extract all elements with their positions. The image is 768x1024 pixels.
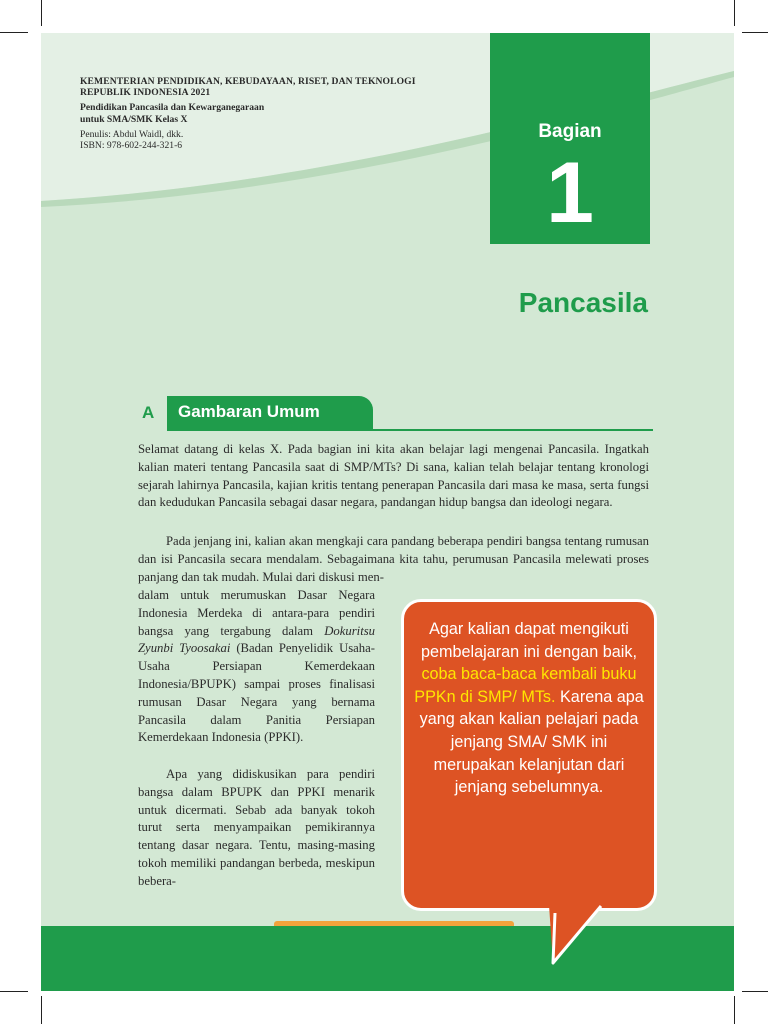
book-title xyxy=(80,102,460,124)
ministry-line-2: REPUBLIK INDONESIA 2021 xyxy=(80,87,211,99)
publisher-header xyxy=(80,76,460,151)
paragraph-3 xyxy=(138,587,375,747)
crop-mark xyxy=(41,996,42,1024)
chapter-number-box xyxy=(490,33,650,244)
callout-tail xyxy=(547,905,603,967)
crop-mark xyxy=(734,0,735,26)
section-rule xyxy=(167,429,653,431)
chapter-number: 1 xyxy=(546,145,594,241)
ministry-line-1: KEMENTERIAN PENDIDIKAN, KEBUDAYAAN, RISET, DAN TEKNOLOGI xyxy=(80,76,416,87)
book-page xyxy=(41,33,734,991)
paragraph-3-text-a: dalam untuk merumuskan Dasar Negara Indonesia Merdeka di antara-para pendiri bangsa yang tergabung dalam xyxy=(138,588,375,638)
callout-text-b: Karena apa yang akan kalian pelajari pada jenjang SMA/ SMK ini merupakan kelanjutan dari jenjang sebelumnya. xyxy=(419,687,644,797)
book-title-line-2: untuk SMA/SMK Kelas X xyxy=(80,113,188,125)
paragraph-1: Selamat datang di kelas X. Pada bagian ini kita akan belajar lagi mengenai Pancasila. Ingatkah kalian materi tentang Pancasila saat di SMP/MTs? Di sana, kalian telah belajar tentang kronologi sejarah lahirnya Pancasila, kajian kritis tentang penerapan Pancasila dari masa ke masa, serta fungsi dan kedudukan Pancasila sebagai dasar negara, pandangan hidup bangsa dan ideologi negara. xyxy=(138,442,649,510)
section-title: Gambaran Umum xyxy=(178,402,320,421)
callout-text-a: Agar kalian dapat mengikuti pembelajaran ini dengan baik, xyxy=(421,620,637,661)
crop-mark xyxy=(0,32,28,33)
book-meta xyxy=(80,129,460,151)
isbn-line: ISBN: 978-602-244-321-6 xyxy=(80,140,183,152)
paragraph-3-text-b: (Badan Penyelidik Usaha-Usaha Persiapan Kemerdekaan Indonesia/BPUPK) sampai proses finalisasi rumusan Dasar Negara yang bernama Pancasila dalam Panitia Persiapan Kemerdekaan Indonesia (PPKI). xyxy=(138,641,375,745)
callout-text xyxy=(408,618,650,799)
chapter-label: Bagian xyxy=(538,121,602,142)
paragraph-4: Apa yang didiskusikan para pendiri bangsa dalam BPUPK dan PPKI menarik untuk dicermati. Sebab ada banyak tokoh turut serta menyampaikan pemikirannya tentang dasar negara. Tentu, masing-masing tokoh memiliki pandangan berbeda, meskipun bebera- xyxy=(138,767,375,888)
paragraph-3-italic-term: Dokuritsu Zyunbi Tyoosakai xyxy=(138,623,375,656)
crop-mark xyxy=(742,32,768,33)
crop-mark xyxy=(0,991,28,992)
crop-mark xyxy=(41,0,42,26)
callout-highlight: coba baca-baca kembali buku PPKn di SMP/ MTs. xyxy=(414,665,637,706)
footer-band xyxy=(41,926,734,991)
crop-mark xyxy=(734,996,735,1024)
chapter-title: Pancasila xyxy=(518,287,648,318)
book-title-line-1: Pendidikan Pancasila dan Kewarganegaraan xyxy=(80,102,265,114)
crop-mark xyxy=(742,991,768,992)
ministry-name xyxy=(80,76,460,98)
section-letter: A xyxy=(142,403,155,422)
paragraph-2: Pada jenjang ini, kalian akan mengkaji cara pandang beberapa pendiri bangsa tentang rumusan dan isi Pancasila secara mendalam. Sebagaimana kita tahu, perumusan Pancasila melewati proses panjang dan tak mudah. Mulai dari diskusi men- xyxy=(138,534,649,584)
author-line: Penulis: Abdul Waidl, dkk. xyxy=(80,128,184,140)
